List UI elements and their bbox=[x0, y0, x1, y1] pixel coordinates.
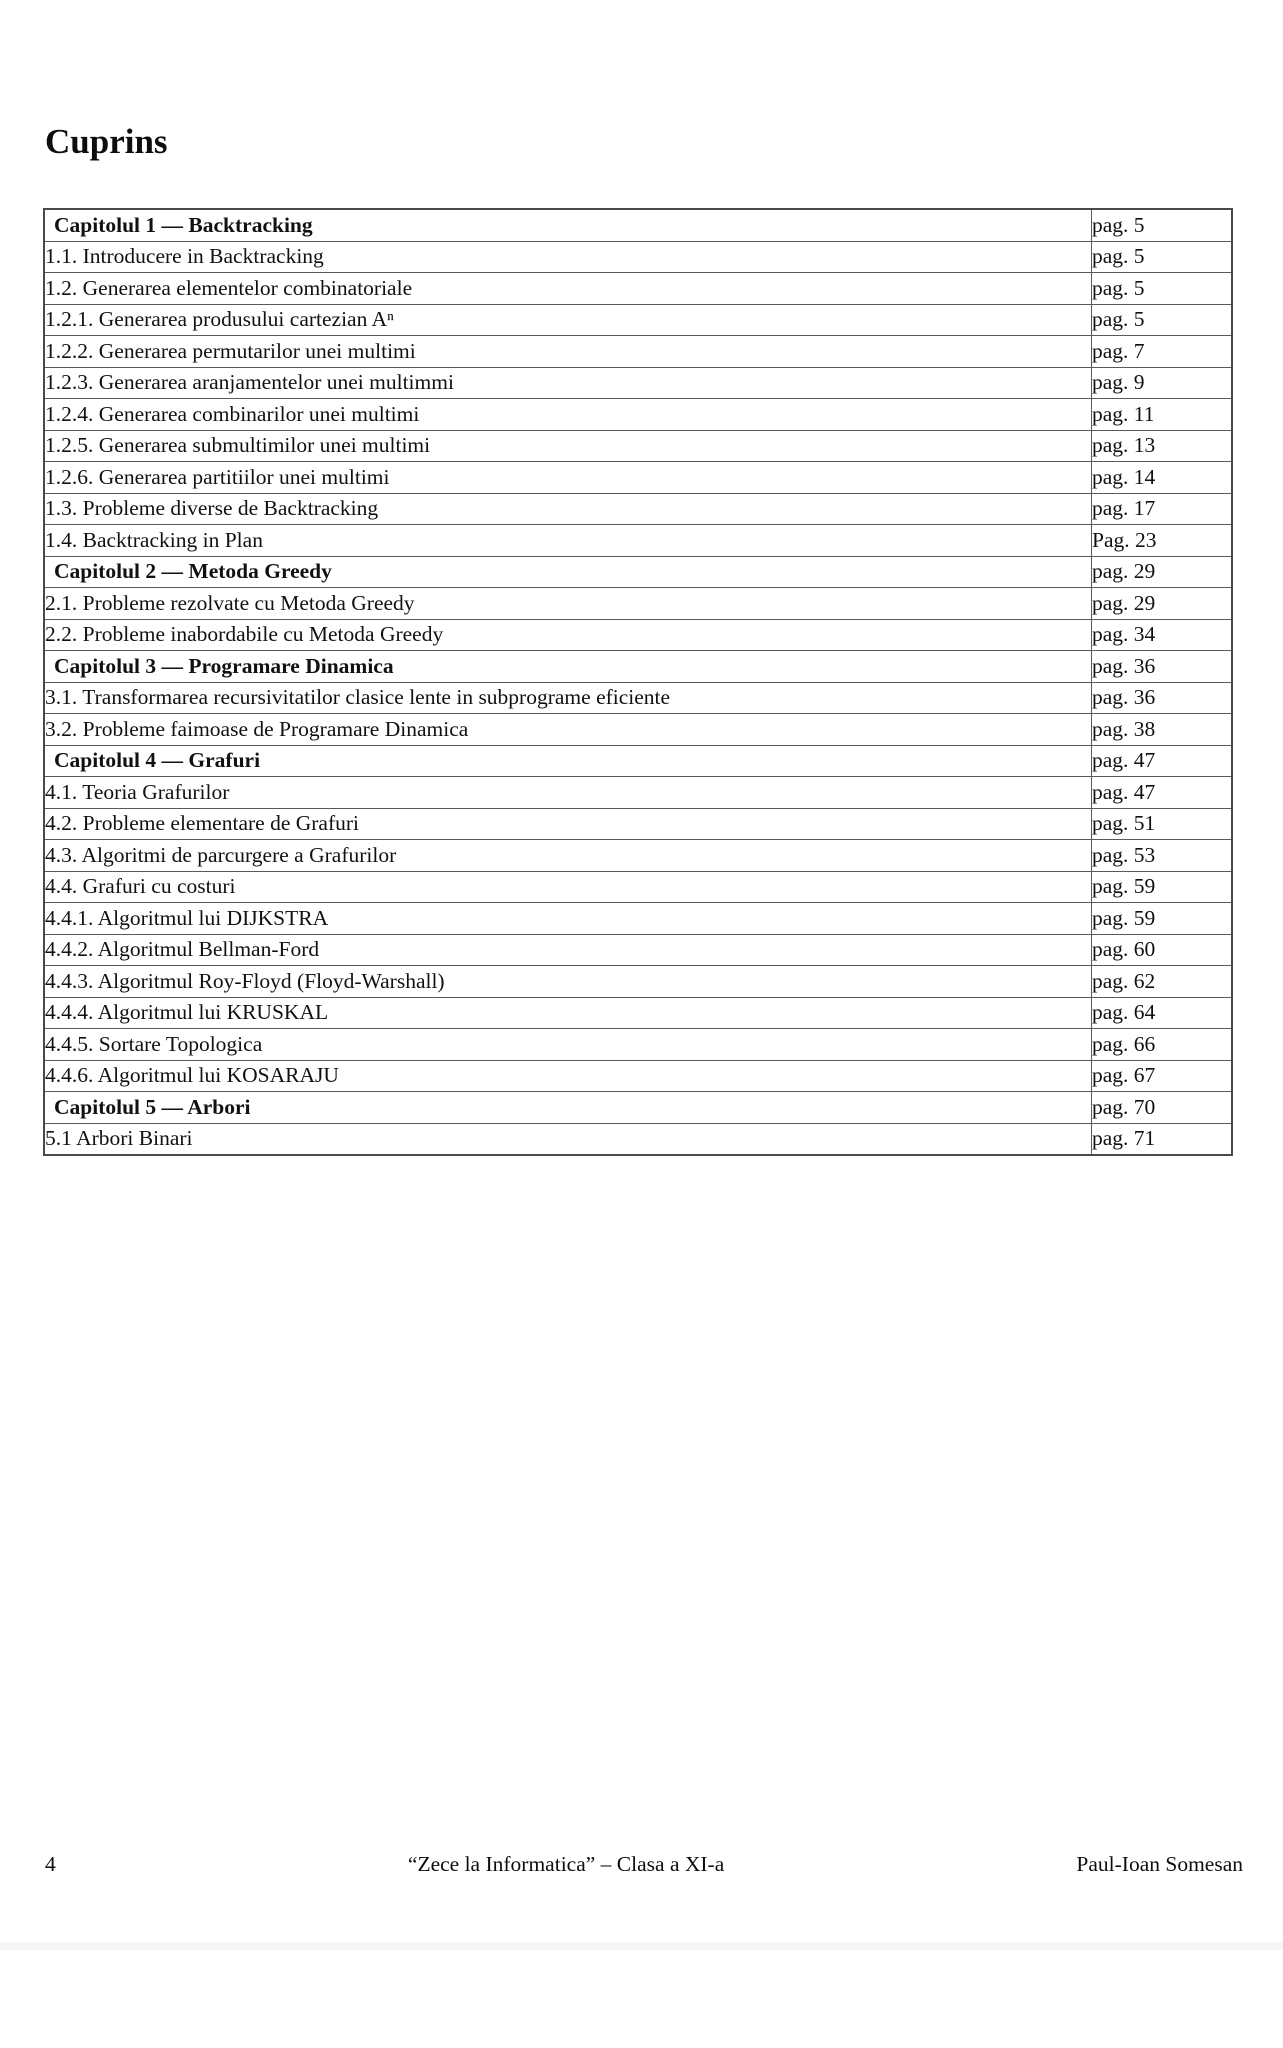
toc-row bbox=[44, 399, 1232, 431]
toc-entry-label: 1.2.2. Generarea permutarilor unei multimi bbox=[44, 336, 1092, 368]
toc-row bbox=[44, 588, 1232, 620]
toc-entry-label: 4.4.1. Algoritmul lui DIJKSTRA bbox=[44, 903, 1092, 935]
toc-entry-label: 2.1. Probleme rezolvate cu Metoda Greedy bbox=[44, 588, 1092, 620]
toc-entry-page: pag. 59 bbox=[1092, 871, 1233, 903]
footer-page-number: 4 bbox=[45, 1852, 56, 1876]
toc-row bbox=[44, 997, 1232, 1029]
toc-entry-page: pag. 36 bbox=[1092, 651, 1233, 683]
toc-entry-label: 4.4.3. Algoritmul Roy-Floyd (Floyd-Warshall) bbox=[44, 966, 1092, 998]
toc-row bbox=[44, 840, 1232, 872]
toc-row bbox=[44, 493, 1232, 525]
toc-entry-page: pag. 47 bbox=[1092, 745, 1233, 777]
footer-author: Paul-Ioan Somesan bbox=[1076, 1852, 1243, 1876]
toc-entry-page: pag. 9 bbox=[1092, 367, 1233, 399]
toc-entry-label: 4.4.2. Algoritmul Bellman-Ford bbox=[44, 934, 1092, 966]
toc-row bbox=[44, 682, 1232, 714]
toc-row bbox=[44, 430, 1232, 462]
toc-row bbox=[44, 273, 1232, 305]
toc-entry-page: pag. 67 bbox=[1092, 1060, 1233, 1092]
toc-entry-page: pag. 53 bbox=[1092, 840, 1233, 872]
toc-entry-page: pag. 14 bbox=[1092, 462, 1233, 494]
toc-entry-label: 4.1. Teoria Grafurilor bbox=[44, 777, 1092, 809]
toc-row bbox=[44, 241, 1232, 273]
page-separator bbox=[0, 1942, 1283, 1950]
toc-entry-page: pag. 62 bbox=[1092, 966, 1233, 998]
toc-entry-label: 1.2.4. Generarea combinarilor unei multimi bbox=[44, 399, 1092, 431]
toc-entry-page: pag. 70 bbox=[1092, 1092, 1233, 1124]
toc-row bbox=[44, 714, 1232, 746]
toc-entry-label: 1.3. Probleme diverse de Backtracking bbox=[44, 493, 1092, 525]
toc-entry-label: 5.1 Arbori Binari bbox=[44, 1123, 1092, 1155]
toc-entry-label: 4.4.5. Sortare Topologica bbox=[44, 1029, 1092, 1061]
toc-entry-page: pag. 29 bbox=[1092, 588, 1233, 620]
toc-entry-page: pag. 36 bbox=[1092, 682, 1233, 714]
toc-entry-label: Capitolul 3 — Programare Dinamica bbox=[44, 651, 1092, 683]
toc-row bbox=[44, 745, 1232, 777]
toc-entry-label: 4.4. Grafuri cu costuri bbox=[44, 871, 1092, 903]
page-title: Cuprins bbox=[45, 122, 168, 161]
toc-entry-page: pag. 64 bbox=[1092, 997, 1233, 1029]
toc-row bbox=[44, 1060, 1232, 1092]
toc-row bbox=[44, 304, 1232, 336]
toc-entry-page: pag. 5 bbox=[1092, 273, 1233, 305]
toc-entry-label: 4.2. Probleme elementare de Grafuri bbox=[44, 808, 1092, 840]
toc-entry-page: Pag. 23 bbox=[1092, 525, 1233, 557]
toc-row bbox=[44, 651, 1232, 683]
toc-row bbox=[44, 1092, 1232, 1124]
toc-entry-page: pag. 5 bbox=[1092, 304, 1233, 336]
toc-entry-page: pag. 51 bbox=[1092, 808, 1233, 840]
toc-entry-page: pag. 60 bbox=[1092, 934, 1233, 966]
toc-entry-label: Capitolul 1 — Backtracking bbox=[44, 209, 1092, 241]
toc-row bbox=[44, 336, 1232, 368]
toc-entry-label: 4.3. Algoritmi de parcurgere a Grafurilor bbox=[44, 840, 1092, 872]
toc-entry-label: Capitolul 5 — Arbori bbox=[44, 1092, 1092, 1124]
toc-entry-page: pag. 11 bbox=[1092, 399, 1233, 431]
toc-entry-page: pag. 17 bbox=[1092, 493, 1233, 525]
toc-entry-page: pag. 71 bbox=[1092, 1123, 1233, 1155]
toc-entry-label: Capitolul 4 — Grafuri bbox=[44, 745, 1092, 777]
toc-row bbox=[44, 619, 1232, 651]
toc-row bbox=[44, 934, 1232, 966]
toc-entry-page: pag. 38 bbox=[1092, 714, 1233, 746]
toc-table-body bbox=[44, 209, 1232, 1155]
toc-row bbox=[44, 903, 1232, 935]
page-footer bbox=[45, 1852, 1243, 1877]
footer-book-title: “Zece la Informatica” – Clasa a XI-a bbox=[407, 1852, 725, 1876]
toc-entry-page: pag. 59 bbox=[1092, 903, 1233, 935]
toc-entry-page: pag. 66 bbox=[1092, 1029, 1233, 1061]
toc-row bbox=[44, 556, 1232, 588]
toc-row bbox=[44, 777, 1232, 809]
toc-entry-label: 3.2. Probleme faimoase de Programare Dinamica bbox=[44, 714, 1092, 746]
toc-row bbox=[44, 871, 1232, 903]
toc-row bbox=[44, 209, 1232, 241]
toc-row bbox=[44, 808, 1232, 840]
toc-entry-label: 3.1. Transformarea recursivitatilor clasice lente in subprograme eficiente bbox=[44, 682, 1092, 714]
toc-entry-label: 2.2. Probleme inabordabile cu Metoda Greedy bbox=[44, 619, 1092, 651]
toc-entry-page: pag. 29 bbox=[1092, 556, 1233, 588]
toc-entry-label: 4.4.6. Algoritmul lui KOSARAJU bbox=[44, 1060, 1092, 1092]
toc-entry-label: 4.4.4. Algoritmul lui KRUSKAL bbox=[44, 997, 1092, 1029]
toc-entry-label: 1.1. Introducere in Backtracking bbox=[44, 241, 1092, 273]
toc-row bbox=[44, 367, 1232, 399]
toc-table bbox=[43, 208, 1233, 1156]
toc-entry-page: pag. 5 bbox=[1092, 209, 1233, 241]
toc-row bbox=[44, 462, 1232, 494]
toc-entry-label: 1.2.1. Generarea produsului cartezian Aⁿ bbox=[44, 304, 1092, 336]
toc-entry-page: pag. 47 bbox=[1092, 777, 1233, 809]
toc-entry-page: pag. 7 bbox=[1092, 336, 1233, 368]
toc-entry-page: pag. 34 bbox=[1092, 619, 1233, 651]
toc-row bbox=[44, 966, 1232, 998]
toc-entry-label: 1.2. Generarea elementelor combinatoriale bbox=[44, 273, 1092, 305]
toc-row bbox=[44, 1029, 1232, 1061]
toc-entry-label: 1.2.3. Generarea aranjamentelor unei multimmi bbox=[44, 367, 1092, 399]
toc-row bbox=[44, 525, 1232, 557]
toc-row bbox=[44, 1123, 1232, 1155]
toc-entry-label: 1.4. Backtracking in Plan bbox=[44, 525, 1092, 557]
toc-entry-label: 1.2.6. Generarea partitiilor unei multimi bbox=[44, 462, 1092, 494]
toc-entry-page: pag. 5 bbox=[1092, 241, 1233, 273]
toc-entry-label: Capitolul 2 — Metoda Greedy bbox=[44, 556, 1092, 588]
toc-entry-page: pag. 13 bbox=[1092, 430, 1233, 462]
toc-entry-label: 1.2.5. Generarea submultimilor unei multimi bbox=[44, 430, 1092, 462]
